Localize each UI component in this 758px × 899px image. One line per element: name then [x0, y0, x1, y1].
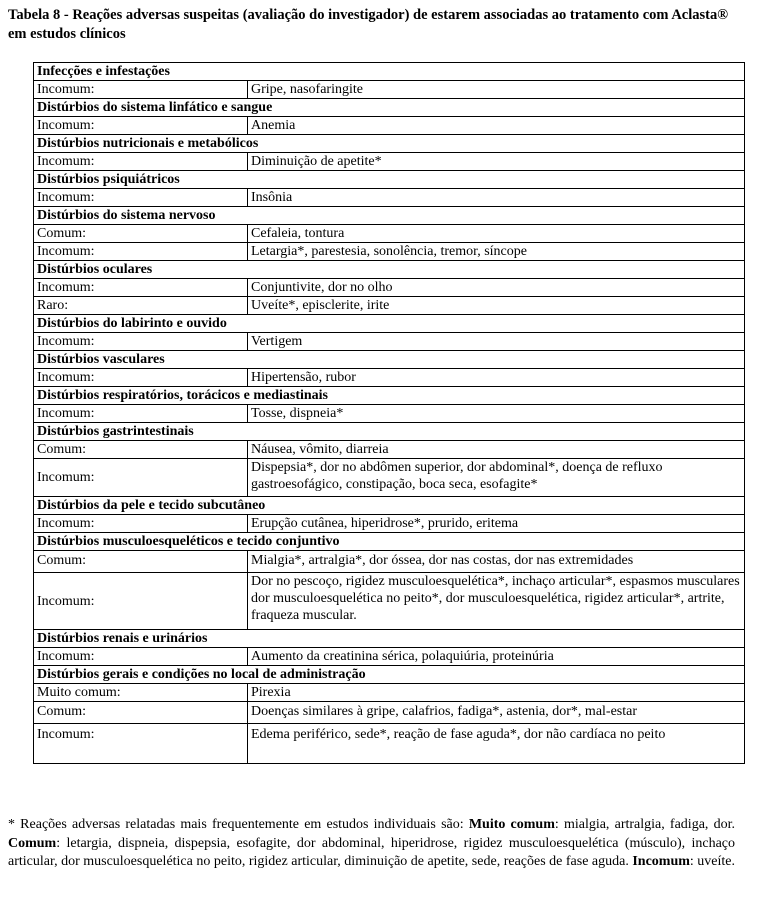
table-row [34, 369, 745, 387]
common-label: Comum [8, 835, 57, 851]
frequency-cell: Incomum: [34, 459, 248, 497]
section-title: Distúrbios respiratórios, torácicos e mediastinais [34, 387, 745, 405]
reactions-cell: Anemia [248, 117, 745, 135]
frequency-cell: Incomum: [34, 573, 248, 630]
table-row [34, 684, 745, 702]
table-row [34, 297, 745, 315]
section-title: Distúrbios do labirinto e ouvido [34, 315, 745, 333]
reactions-cell: Vertigem [248, 333, 745, 351]
reactions-cell: Mialgia*, artralgia*, dor óssea, dor nas costas, dor nas extremidades [248, 551, 745, 573]
frequency-cell: Comum: [34, 702, 248, 724]
frequency-cell: Incomum: [34, 724, 248, 764]
section-title: Distúrbios psiquiátricos [34, 171, 745, 189]
reactions-cell: Tosse, dispneia* [248, 405, 745, 423]
table-row [34, 153, 745, 171]
reactions-cell: Hipertensão, rubor [248, 369, 745, 387]
frequency-cell: Comum: [34, 441, 248, 459]
frequency-cell: Incomum: [34, 153, 248, 171]
reactions-cell: Conjuntivite, dor no olho [248, 279, 745, 297]
frequency-cell: Incomum: [34, 279, 248, 297]
section-title: Distúrbios renais e urinários [34, 630, 745, 648]
table-row [34, 333, 745, 351]
frequency-cell: Muito comum: [34, 684, 248, 702]
reactions-cell: Náusea, vômito, diarreia [248, 441, 745, 459]
table-row [34, 551, 745, 573]
common-text: : letargia, dispneia, dispepsia, esofagite, dor abdominal, hiperidrose, rigidez musculoesquelética (músculo), inchaço articular, dor musculoesquelética no peito, rigidez articular, diminuição de apetite, sede, reações de fase aguda. [8, 835, 735, 869]
frequency-cell: Incomum: [34, 515, 248, 533]
reactions-cell: Uveíte*, episclerite, irite [248, 297, 745, 315]
section-title: Distúrbios do sistema nervoso [34, 207, 745, 225]
section-title: Distúrbios nutricionais e metabólicos [34, 135, 745, 153]
footnote [8, 816, 735, 872]
section-title: Distúrbios oculares [34, 261, 745, 279]
section-title: Infecções e infestações [34, 63, 745, 81]
table-row [34, 441, 745, 459]
table-row [34, 189, 745, 207]
table-row [34, 225, 745, 243]
frequency-cell: Incomum: [34, 333, 248, 351]
reactions-cell: Doenças similares à gripe, calafrios, fadiga*, astenia, dor*, mal-estar [248, 702, 745, 724]
uncommon-text: : uveíte. [689, 854, 736, 869]
section-title: Distúrbios da pele e tecido subcutâneo [34, 497, 745, 515]
section-title: Distúrbios gastrintestinais [34, 423, 745, 441]
very-common-label: Muito comum [468, 817, 555, 832]
reactions-cell: Erupção cutânea, hiperidrose*, prurido, eritema [248, 515, 745, 533]
frequency-cell: Incomum: [34, 243, 248, 261]
frequency-cell: Incomum: [34, 117, 248, 135]
adverse-reactions-table [33, 62, 745, 764]
section-title: Distúrbios do sistema linfático e sangue [34, 99, 745, 117]
section-title: Distúrbios vasculares [34, 351, 745, 369]
table-row [34, 459, 745, 497]
section-title: Distúrbios musculoesqueléticos e tecido conjuntivo [34, 533, 745, 551]
uncommon-label: Incomum [632, 854, 690, 869]
reactions-cell: Cefaleia, tontura [248, 225, 745, 243]
frequency-cell: Raro: [34, 297, 248, 315]
table-row [34, 702, 745, 724]
reactions-cell: Diminuição de apetite* [248, 153, 745, 171]
table-row [34, 81, 745, 99]
table-row [34, 279, 745, 297]
reactions-cell: Dispepsia*, dor no abdômen superior, dor abdominal*, doença de refluxo gastroesofágico, constipação, boca seca, esofagite* [248, 459, 745, 497]
frequency-cell: Incomum: [34, 189, 248, 207]
reactions-cell: Dor no pescoço, rigidez musculoesquelética*, inchaço articular*, espasmos musculares dor musculoesquelética no peito*, dor musculoesquelética, rigidez articular*, artrite, fraqueza muscular. [248, 573, 745, 630]
frequency-cell: Comum: [34, 551, 248, 573]
reactions-cell: Gripe, nasofaringite [248, 81, 745, 99]
reactions-cell: Aumento da creatinina sérica, polaquiúria, proteinúria [248, 648, 745, 666]
table-row [34, 243, 745, 261]
frequency-cell: Incomum: [34, 81, 248, 99]
frequency-cell: Incomum: [34, 405, 248, 423]
section-title: Distúrbios gerais e condições no local de administração [34, 666, 745, 684]
frequency-cell: Incomum: [34, 648, 248, 666]
table-caption: Tabela 8 - Reações adversas suspeitas (avaliação do investigador) de estarem associadas ao tratamento com Aclasta® em estudos clínicos [8, 7, 729, 42]
table-row [34, 573, 745, 630]
footnote-intro: * Reações adversas relatadas mais frequentemente em estudos individuais são: [8, 817, 469, 832]
frequency-cell: Comum: [34, 225, 248, 243]
table-row [34, 515, 745, 533]
reactions-cell: Letargia*, parestesia, sonolência, tremor, síncope [248, 243, 745, 261]
table-row [34, 724, 745, 764]
table-row [34, 648, 745, 666]
table-row [34, 405, 745, 423]
reactions-cell: Edema periférico, sede*, reação de fase aguda*, dor não cardíaca no peito [248, 724, 745, 764]
reactions-cell: Pirexia [248, 684, 745, 702]
frequency-cell: Incomum: [34, 369, 248, 387]
very-common-text: : mialgia, artralgia, fadiga, dor. [554, 817, 735, 832]
table-row [34, 117, 745, 135]
reactions-cell: Insônia [248, 189, 745, 207]
